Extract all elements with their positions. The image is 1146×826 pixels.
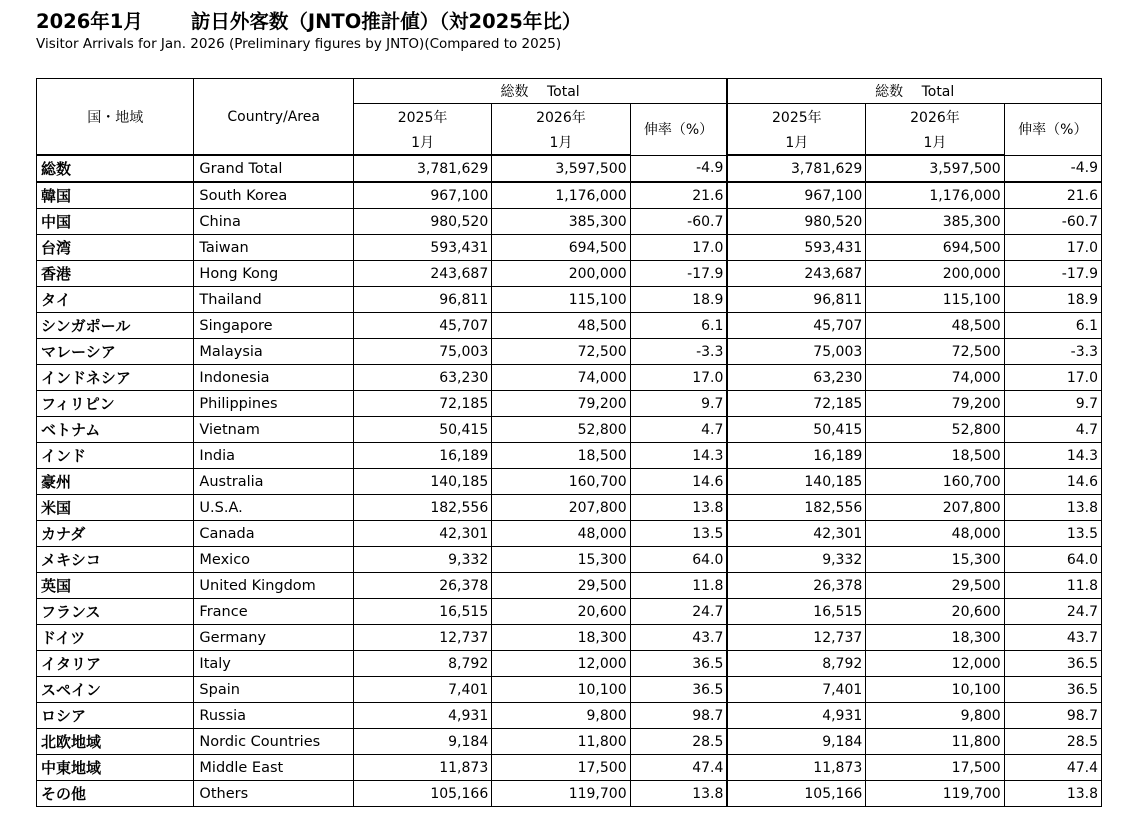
value-2026: 17,500 bbox=[492, 755, 630, 781]
value-2025: 12,737 bbox=[353, 625, 491, 651]
col-header-2026-month-2: 1月 bbox=[866, 130, 1004, 155]
table-row bbox=[37, 547, 1102, 573]
country-name-jp: 北欧地域 bbox=[37, 729, 194, 755]
country-name-jp: ドイツ bbox=[37, 625, 194, 651]
growth-rate-repeat: 28.5 bbox=[1004, 729, 1101, 755]
value-2026: 119,700 bbox=[492, 781, 630, 807]
value-2025-repeat: 593,431 bbox=[727, 235, 865, 261]
value-2025: 9,332 bbox=[353, 547, 491, 573]
value-2025-repeat: 967,100 bbox=[727, 182, 865, 209]
title-month: 2026年1月 bbox=[36, 10, 143, 33]
country-name-en: Philippines bbox=[194, 391, 353, 417]
value-2026-repeat: 72,500 bbox=[866, 339, 1004, 365]
country-name-en: Others bbox=[194, 781, 353, 807]
value-2025-repeat: 45,707 bbox=[727, 313, 865, 339]
country-name-en: South Korea bbox=[194, 182, 353, 209]
group-header-total-2: 総数 Total bbox=[727, 79, 1101, 104]
value-2025: 3,781,629 bbox=[353, 155, 491, 182]
country-name-jp: メキシコ bbox=[37, 547, 194, 573]
value-2026: 385,300 bbox=[492, 209, 630, 235]
header-row-group bbox=[37, 79, 1102, 104]
country-name-jp: フランス bbox=[37, 599, 194, 625]
value-2025: 7,401 bbox=[353, 677, 491, 703]
value-2025: 243,687 bbox=[353, 261, 491, 287]
country-name-en: Malaysia bbox=[194, 339, 353, 365]
country-name-jp: 米国 bbox=[37, 495, 194, 521]
value-2026-repeat: 119,700 bbox=[866, 781, 1004, 807]
table-body bbox=[37, 155, 1102, 807]
value-2026: 11,800 bbox=[492, 729, 630, 755]
value-2026: 694,500 bbox=[492, 235, 630, 261]
country-name-en: Mexico bbox=[194, 547, 353, 573]
country-name-en: Middle East bbox=[194, 755, 353, 781]
value-2026-repeat: 48,000 bbox=[866, 521, 1004, 547]
table-row bbox=[37, 469, 1102, 495]
value-2026-repeat: 18,500 bbox=[866, 443, 1004, 469]
value-2026: 15,300 bbox=[492, 547, 630, 573]
growth-rate: -60.7 bbox=[630, 209, 727, 235]
value-2026-repeat: 9,800 bbox=[866, 703, 1004, 729]
growth-rate: 36.5 bbox=[630, 677, 727, 703]
growth-rate: 24.7 bbox=[630, 599, 727, 625]
value-2025: 9,184 bbox=[353, 729, 491, 755]
table-row bbox=[37, 182, 1102, 209]
value-2026: 52,800 bbox=[492, 417, 630, 443]
value-2025-repeat: 50,415 bbox=[727, 417, 865, 443]
value-2026-repeat: 160,700 bbox=[866, 469, 1004, 495]
growth-rate: 13.5 bbox=[630, 521, 727, 547]
value-2026: 18,300 bbox=[492, 625, 630, 651]
country-name-en: Thailand bbox=[194, 287, 353, 313]
growth-rate-repeat: 13.8 bbox=[1004, 781, 1101, 807]
table-row-grand-total bbox=[37, 155, 1102, 182]
table-header bbox=[37, 79, 1102, 156]
growth-rate: 18.9 bbox=[630, 287, 727, 313]
value-2025: 42,301 bbox=[353, 521, 491, 547]
growth-rate: 6.1 bbox=[630, 313, 727, 339]
value-2026: 9,800 bbox=[492, 703, 630, 729]
growth-rate-repeat: -17.9 bbox=[1004, 261, 1101, 287]
value-2026: 10,100 bbox=[492, 677, 630, 703]
value-2025-repeat: 105,166 bbox=[727, 781, 865, 807]
table-row bbox=[37, 599, 1102, 625]
country-name-jp: 中国 bbox=[37, 209, 194, 235]
table-row bbox=[37, 365, 1102, 391]
country-name-jp: ロシア bbox=[37, 703, 194, 729]
growth-rate: 14.3 bbox=[630, 443, 727, 469]
col-header-2025-month-2: 1月 bbox=[727, 130, 865, 155]
country-name-en: Vietnam bbox=[194, 417, 353, 443]
country-name-en: United Kingdom bbox=[194, 573, 353, 599]
col-header-2026-year-2: 2026年 bbox=[866, 104, 1004, 131]
country-name-jp: タイ bbox=[37, 287, 194, 313]
growth-rate-repeat: 6.1 bbox=[1004, 313, 1101, 339]
growth-rate: 36.5 bbox=[630, 651, 727, 677]
value-2026-repeat: 1,176,000 bbox=[866, 182, 1004, 209]
growth-rate-repeat: 14.6 bbox=[1004, 469, 1101, 495]
col-header-2025-month-1: 1月 bbox=[353, 130, 491, 155]
value-2026-repeat: 115,100 bbox=[866, 287, 1004, 313]
value-2025: 980,520 bbox=[353, 209, 491, 235]
growth-rate: 47.4 bbox=[630, 755, 727, 781]
country-name-en: France bbox=[194, 599, 353, 625]
growth-rate-repeat: 36.5 bbox=[1004, 677, 1101, 703]
growth-rate: 4.7 bbox=[630, 417, 727, 443]
table-row bbox=[37, 651, 1102, 677]
country-name-jp: イタリア bbox=[37, 651, 194, 677]
value-2025-repeat: 4,931 bbox=[727, 703, 865, 729]
country-name-jp: 総数 bbox=[37, 155, 194, 182]
value-2026-repeat: 79,200 bbox=[866, 391, 1004, 417]
value-2026: 79,200 bbox=[492, 391, 630, 417]
value-2026: 18,500 bbox=[492, 443, 630, 469]
table-row bbox=[37, 235, 1102, 261]
value-2026: 160,700 bbox=[492, 469, 630, 495]
country-name-jp: スペイン bbox=[37, 677, 194, 703]
country-name-jp: マレーシア bbox=[37, 339, 194, 365]
growth-rate-repeat: -60.7 bbox=[1004, 209, 1101, 235]
growth-rate-repeat: 13.5 bbox=[1004, 521, 1101, 547]
value-2026: 74,000 bbox=[492, 365, 630, 391]
value-2025-repeat: 9,332 bbox=[727, 547, 865, 573]
value-2026-repeat: 10,100 bbox=[866, 677, 1004, 703]
value-2026-repeat: 48,500 bbox=[866, 313, 1004, 339]
title-main: 訪日外客数（JNTO推計値）（対2025年比） bbox=[190, 10, 582, 33]
growth-rate-repeat: 9.7 bbox=[1004, 391, 1101, 417]
table-row bbox=[37, 703, 1102, 729]
value-2025: 4,931 bbox=[353, 703, 491, 729]
growth-rate: 21.6 bbox=[630, 182, 727, 209]
value-2025-repeat: 243,687 bbox=[727, 261, 865, 287]
value-2025-repeat: 9,184 bbox=[727, 729, 865, 755]
value-2025: 75,003 bbox=[353, 339, 491, 365]
value-2026: 12,000 bbox=[492, 651, 630, 677]
value-2025: 45,707 bbox=[353, 313, 491, 339]
growth-rate: 14.6 bbox=[630, 469, 727, 495]
growth-rate-repeat: 21.6 bbox=[1004, 182, 1101, 209]
value-2025: 96,811 bbox=[353, 287, 491, 313]
value-2026-repeat: 11,800 bbox=[866, 729, 1004, 755]
growth-rate-repeat: 13.8 bbox=[1004, 495, 1101, 521]
table-row bbox=[37, 573, 1102, 599]
value-2025: 72,185 bbox=[353, 391, 491, 417]
growth-rate-repeat: 18.9 bbox=[1004, 287, 1101, 313]
country-name-jp: カナダ bbox=[37, 521, 194, 547]
growth-rate: 13.8 bbox=[630, 495, 727, 521]
country-name-jp: その他 bbox=[37, 781, 194, 807]
country-name-jp: 韓国 bbox=[37, 182, 194, 209]
value-2025: 63,230 bbox=[353, 365, 491, 391]
value-2025: 140,185 bbox=[353, 469, 491, 495]
value-2025: 105,166 bbox=[353, 781, 491, 807]
growth-rate-repeat: -3.3 bbox=[1004, 339, 1101, 365]
country-name-jp: 香港 bbox=[37, 261, 194, 287]
value-2026-repeat: 385,300 bbox=[866, 209, 1004, 235]
value-2025-repeat: 140,185 bbox=[727, 469, 865, 495]
value-2026: 3,597,500 bbox=[492, 155, 630, 182]
value-2026-repeat: 694,500 bbox=[866, 235, 1004, 261]
value-2025-repeat: 75,003 bbox=[727, 339, 865, 365]
value-2026: 72,500 bbox=[492, 339, 630, 365]
value-2025: 8,792 bbox=[353, 651, 491, 677]
country-name-en: Singapore bbox=[194, 313, 353, 339]
value-2025-repeat: 3,781,629 bbox=[727, 155, 865, 182]
growth-rate-repeat: 11.8 bbox=[1004, 573, 1101, 599]
country-name-en: India bbox=[194, 443, 353, 469]
page-title bbox=[36, 6, 581, 34]
country-name-en: China bbox=[194, 209, 353, 235]
growth-rate-repeat: 17.0 bbox=[1004, 365, 1101, 391]
country-name-jp: インド bbox=[37, 443, 194, 469]
growth-rate: -17.9 bbox=[630, 261, 727, 287]
value-2025: 26,378 bbox=[353, 573, 491, 599]
country-name-jp: 豪州 bbox=[37, 469, 194, 495]
growth-rate: 64.0 bbox=[630, 547, 727, 573]
value-2026-repeat: 12,000 bbox=[866, 651, 1004, 677]
value-2026-repeat: 200,000 bbox=[866, 261, 1004, 287]
country-name-jp: シンガポール bbox=[37, 313, 194, 339]
value-2026-repeat: 52,800 bbox=[866, 417, 1004, 443]
table-row bbox=[37, 755, 1102, 781]
visitor-arrivals-table bbox=[36, 78, 1102, 807]
value-2025: 967,100 bbox=[353, 182, 491, 209]
table-row bbox=[37, 313, 1102, 339]
country-name-en: Australia bbox=[194, 469, 353, 495]
country-name-en: Indonesia bbox=[194, 365, 353, 391]
growth-rate-repeat: 98.7 bbox=[1004, 703, 1101, 729]
growth-rate: 11.8 bbox=[630, 573, 727, 599]
growth-rate: -3.3 bbox=[630, 339, 727, 365]
country-name-jp: 英国 bbox=[37, 573, 194, 599]
col-header-country-jp: 国・地域 bbox=[37, 79, 194, 156]
page-subtitle: Visitor Arrivals for Jan. 2026 (Preliminary figures by JNTO)(Compared to 2025) bbox=[36, 36, 562, 52]
col-header-country-en: Country/Area bbox=[194, 79, 353, 156]
value-2026-repeat: 15,300 bbox=[866, 547, 1004, 573]
growth-rate-repeat: 43.7 bbox=[1004, 625, 1101, 651]
value-2025: 16,189 bbox=[353, 443, 491, 469]
table-row bbox=[37, 677, 1102, 703]
value-2026: 48,500 bbox=[492, 313, 630, 339]
value-2026: 48,000 bbox=[492, 521, 630, 547]
table-row bbox=[37, 495, 1102, 521]
country-name-en: Canada bbox=[194, 521, 353, 547]
value-2025: 593,431 bbox=[353, 235, 491, 261]
table-row bbox=[37, 391, 1102, 417]
table-row bbox=[37, 443, 1102, 469]
country-name-en: Grand Total bbox=[194, 155, 353, 182]
table-row bbox=[37, 287, 1102, 313]
growth-rate-repeat: 4.7 bbox=[1004, 417, 1101, 443]
value-2026-repeat: 74,000 bbox=[866, 365, 1004, 391]
value-2025-repeat: 63,230 bbox=[727, 365, 865, 391]
value-2026: 29,500 bbox=[492, 573, 630, 599]
col-header-2026-year-1: 2026年 bbox=[492, 104, 630, 131]
value-2025-repeat: 26,378 bbox=[727, 573, 865, 599]
country-name-en: U.S.A. bbox=[194, 495, 353, 521]
growth-rate-repeat: 64.0 bbox=[1004, 547, 1101, 573]
country-name-en: Hong Kong bbox=[194, 261, 353, 287]
country-name-jp: インドネシア bbox=[37, 365, 194, 391]
growth-rate: 9.7 bbox=[630, 391, 727, 417]
value-2025: 16,515 bbox=[353, 599, 491, 625]
value-2025-repeat: 72,185 bbox=[727, 391, 865, 417]
country-name-en: Nordic Countries bbox=[194, 729, 353, 755]
table-row bbox=[37, 417, 1102, 443]
table-row bbox=[37, 339, 1102, 365]
country-name-jp: 台湾 bbox=[37, 235, 194, 261]
growth-rate: 28.5 bbox=[630, 729, 727, 755]
col-header-2026-month-1: 1月 bbox=[492, 130, 630, 155]
value-2026: 1,176,000 bbox=[492, 182, 630, 209]
value-2026-repeat: 29,500 bbox=[866, 573, 1004, 599]
country-name-en: Italy bbox=[194, 651, 353, 677]
growth-rate-repeat: 17.0 bbox=[1004, 235, 1101, 261]
growth-rate-repeat: 14.3 bbox=[1004, 443, 1101, 469]
growth-rate-repeat: 36.5 bbox=[1004, 651, 1101, 677]
col-header-2025-year-2: 2025年 bbox=[727, 104, 865, 131]
col-header-2025-year-1: 2025年 bbox=[353, 104, 491, 131]
value-2025-repeat: 42,301 bbox=[727, 521, 865, 547]
value-2025-repeat: 7,401 bbox=[727, 677, 865, 703]
growth-rate: -4.9 bbox=[630, 155, 727, 182]
value-2026-repeat: 18,300 bbox=[866, 625, 1004, 651]
growth-rate: 17.0 bbox=[630, 235, 727, 261]
value-2026-repeat: 3,597,500 bbox=[866, 155, 1004, 182]
value-2026: 115,100 bbox=[492, 287, 630, 313]
table-row bbox=[37, 781, 1102, 807]
value-2025-repeat: 16,515 bbox=[727, 599, 865, 625]
table-row bbox=[37, 261, 1102, 287]
value-2025: 182,556 bbox=[353, 495, 491, 521]
table-row bbox=[37, 209, 1102, 235]
country-name-jp: 中東地域 bbox=[37, 755, 194, 781]
value-2026: 20,600 bbox=[492, 599, 630, 625]
value-2026: 207,800 bbox=[492, 495, 630, 521]
col-header-rate-2: 伸率（%） bbox=[1004, 104, 1101, 156]
col-header-rate-1: 伸率（%） bbox=[630, 104, 727, 156]
value-2025-repeat: 980,520 bbox=[727, 209, 865, 235]
value-2025: 50,415 bbox=[353, 417, 491, 443]
value-2026-repeat: 17,500 bbox=[866, 755, 1004, 781]
growth-rate: 43.7 bbox=[630, 625, 727, 651]
value-2026-repeat: 207,800 bbox=[866, 495, 1004, 521]
country-name-en: Germany bbox=[194, 625, 353, 651]
growth-rate-repeat: -4.9 bbox=[1004, 155, 1101, 182]
value-2025-repeat: 96,811 bbox=[727, 287, 865, 313]
country-name-en: Russia bbox=[194, 703, 353, 729]
growth-rate: 98.7 bbox=[630, 703, 727, 729]
value-2026: 200,000 bbox=[492, 261, 630, 287]
growth-rate-repeat: 47.4 bbox=[1004, 755, 1101, 781]
country-name-en: Taiwan bbox=[194, 235, 353, 261]
growth-rate: 13.8 bbox=[630, 781, 727, 807]
value-2025-repeat: 182,556 bbox=[727, 495, 865, 521]
table-row bbox=[37, 625, 1102, 651]
table-row bbox=[37, 521, 1102, 547]
value-2025-repeat: 11,873 bbox=[727, 755, 865, 781]
country-name-jp: フィリピン bbox=[37, 391, 194, 417]
growth-rate-repeat: 24.7 bbox=[1004, 599, 1101, 625]
table-row bbox=[37, 729, 1102, 755]
group-header-total-1: 総数 Total bbox=[353, 79, 727, 104]
country-name-jp: ベトナム bbox=[37, 417, 194, 443]
value-2025-repeat: 12,737 bbox=[727, 625, 865, 651]
value-2025-repeat: 16,189 bbox=[727, 443, 865, 469]
country-name-en: Spain bbox=[194, 677, 353, 703]
growth-rate: 17.0 bbox=[630, 365, 727, 391]
value-2026-repeat: 20,600 bbox=[866, 599, 1004, 625]
value-2025-repeat: 8,792 bbox=[727, 651, 865, 677]
value-2025: 11,873 bbox=[353, 755, 491, 781]
